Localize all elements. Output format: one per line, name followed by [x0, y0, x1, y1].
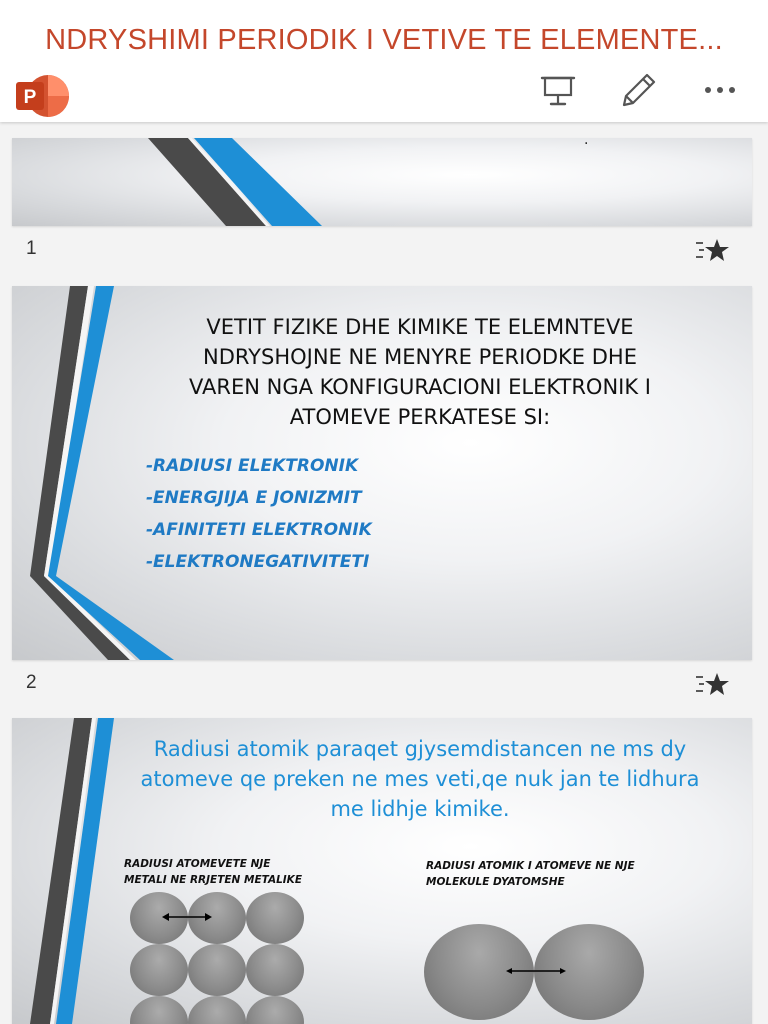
- atom-sphere: [246, 892, 304, 944]
- present-button[interactable]: [536, 68, 580, 112]
- powerpoint-logo-icon[interactable]: [14, 74, 72, 118]
- edit-button[interactable]: [616, 68, 660, 112]
- heading-line: VAREN NGA KONFIGURACIONI ELEKTRONIK I: [189, 375, 651, 399]
- label-line: METALI NE RRJETEN METALIKE: [124, 874, 302, 886]
- label-line: RADIUSI ATOMEVETE NJE: [124, 858, 271, 870]
- presentation-icon: [536, 68, 580, 112]
- slide-text-fragment: .: [584, 138, 589, 148]
- heading-line: Radiusi atomik paraqet gjysemdistancen ne ms dy: [153, 737, 687, 761]
- slide-thumbnail-3[interactable]: [12, 718, 752, 1024]
- heading-line: atomeve qe preken ne mes veti,qe nuk jan te lidhura: [140, 767, 700, 791]
- heading-line: VETIT FIZIKE DHE KIMIKE TE ELEMNTEVE: [206, 315, 634, 339]
- animation-star-icon: [694, 670, 732, 700]
- atom-sphere: [246, 944, 304, 996]
- more-options-button[interactable]: [698, 68, 742, 112]
- document-title[interactable]: NDRYSHIMI PERIODIK I VETIVE TE ELEMENTE...: [45, 24, 723, 56]
- atom-sphere: [130, 944, 188, 996]
- heading-line: me lidhje kimike.: [330, 797, 510, 821]
- label-line: MOLEKULE DYATOMSHE: [426, 876, 565, 888]
- metal-radius-label: [124, 856, 334, 888]
- bullet-list: [146, 450, 372, 578]
- pencil-icon: [616, 68, 660, 112]
- slide-thumbnail-1[interactable]: [12, 138, 752, 226]
- slide-thumbnail-2[interactable]: [12, 286, 752, 660]
- label-line: RADIUSI ATOMIK I ATOMEVE NE NJE: [426, 860, 635, 872]
- radius-arrow-icon: [162, 910, 212, 924]
- slide-heading: [140, 312, 700, 432]
- slide-number: 2: [26, 672, 37, 693]
- bullet-item: -ELEKTRONEGATIVITETI: [146, 552, 370, 572]
- slide-decoration-stripes: [12, 138, 752, 226]
- animation-star-button[interactable]: [694, 670, 732, 700]
- animation-star-button[interactable]: [694, 236, 732, 266]
- bullet-item: -AFINITETI ELEKTRONIK: [146, 520, 372, 540]
- atom-sphere: [188, 944, 246, 996]
- heading-line: ATOMEVE PERKATESE SI:: [289, 405, 551, 429]
- bullet-item: -ENERGJIJA E JONIZMIT: [146, 488, 362, 508]
- app-header: [0, 0, 768, 122]
- heading-line: NDRYSHOJNE NE MENYRE PERIODKE DHE: [203, 345, 637, 369]
- slide-heading: [120, 734, 720, 824]
- bullet-item: -RADIUSI ELEKTRONIK: [146, 456, 359, 476]
- animation-star-icon: [694, 236, 732, 266]
- svg-text:P: P: [23, 87, 37, 108]
- radius-arrow-icon: [506, 964, 566, 978]
- more-dots-icon: [698, 68, 742, 112]
- slide-number: 1: [26, 238, 37, 259]
- diatomic-radius-label: [426, 858, 666, 890]
